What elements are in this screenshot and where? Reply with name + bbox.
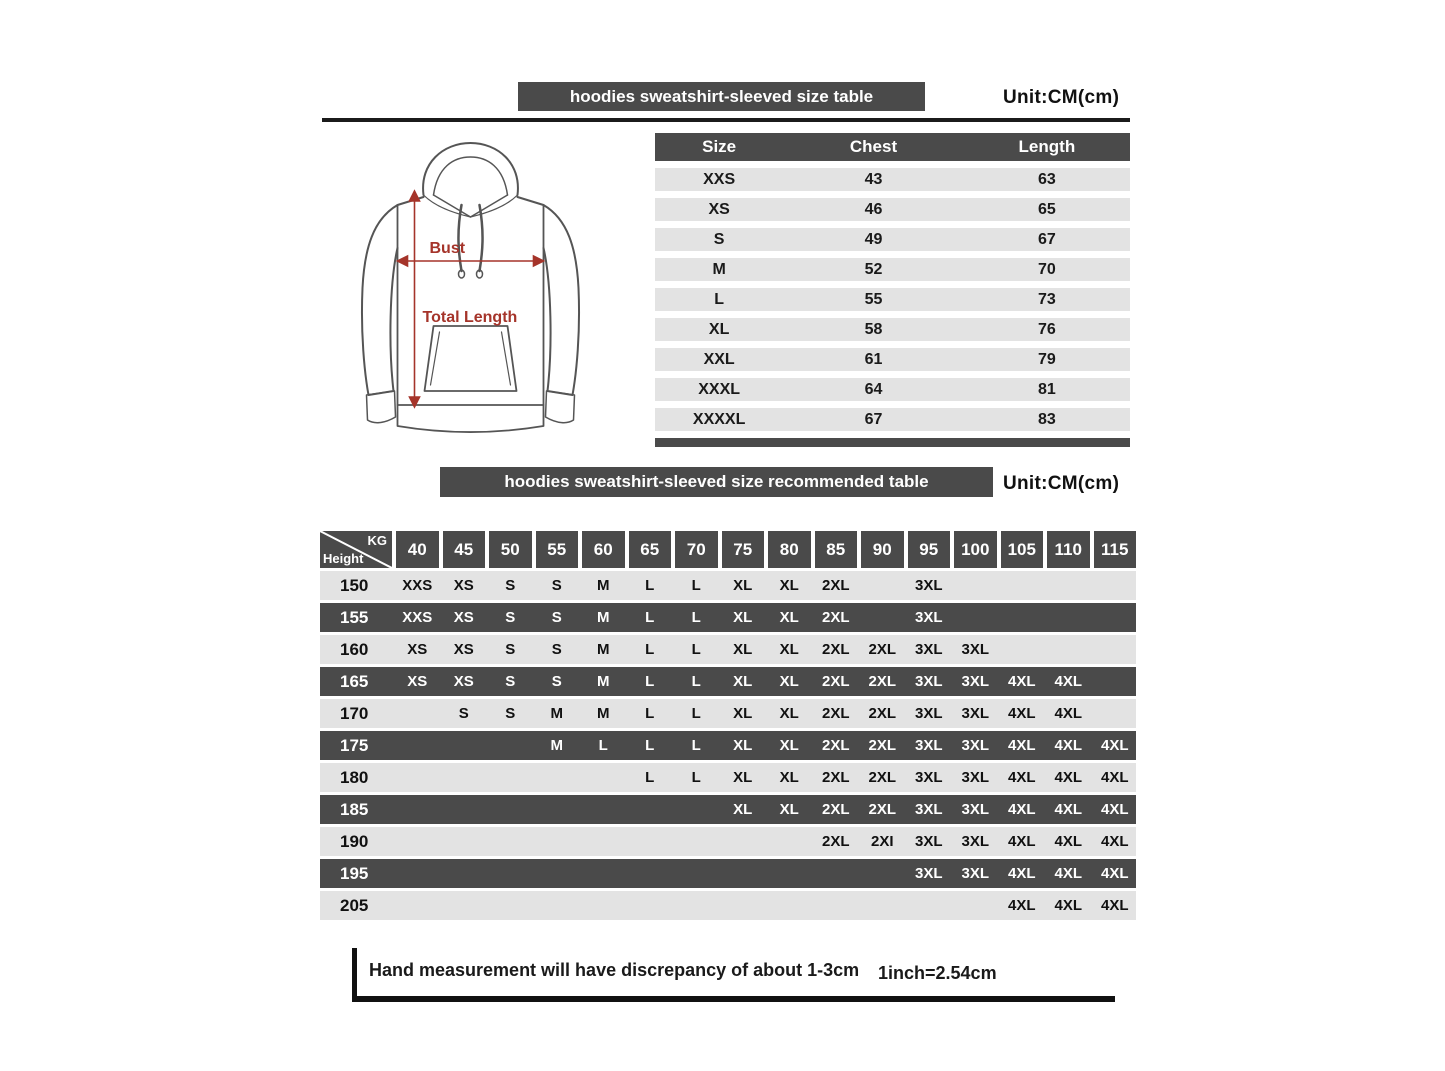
rec-height-cell: 205 — [340, 895, 369, 915]
size-table-title-bar — [518, 82, 925, 111]
rec-size-cell: 2XL — [868, 641, 896, 658]
rec-size-cell: XS — [453, 609, 474, 626]
rec-size-cell: 2XL — [868, 801, 896, 818]
rec-table-body — [320, 571, 1136, 920]
weight-col-header: 85 — [815, 531, 858, 568]
rec-size-cell: S — [551, 609, 562, 626]
rec-size-cell: 4XL — [1100, 897, 1129, 914]
rec-size-cell: S — [505, 577, 516, 594]
rec-size-cell: L — [691, 577, 701, 594]
body-outline — [398, 205, 544, 405]
size-cell-length: 79 — [1037, 350, 1056, 368]
rec-table-header — [320, 531, 1136, 568]
footer-conversion: 1inch=2.54cm — [878, 963, 997, 983]
size-cell-length: 76 — [1037, 320, 1056, 338]
weight-col-header: 105 — [1001, 531, 1044, 568]
weight-col-header: 55 — [536, 531, 579, 568]
recommended-table-title-bar — [440, 467, 993, 497]
size-cell-length: 83 — [1037, 410, 1056, 428]
hood-outline — [423, 143, 518, 195]
rec-size-cell: 4XL — [1007, 897, 1036, 914]
size-table-row — [655, 258, 1130, 281]
size-table-row — [655, 408, 1130, 431]
rec-size-cell: XL — [733, 673, 753, 690]
weight-col-header: 80 — [768, 531, 811, 568]
rec-size-cell: 4XL — [1054, 865, 1082, 882]
recommended-table-title: hoodies sweatshirt-sleeved size recommended table — [504, 472, 929, 491]
rec-size-cell: L — [691, 705, 701, 722]
height-label: Height — [323, 551, 364, 566]
weight-col-header: 70 — [675, 531, 718, 568]
rec-size-cell: 2XL — [821, 577, 850, 594]
rec-size-cell: XL — [733, 609, 753, 626]
rec-height-cell: 155 — [340, 607, 369, 627]
total-length-label: Total Length — [422, 309, 518, 326]
rec-size-cell: 3XL — [961, 641, 989, 658]
rec-size-cell: L — [645, 577, 655, 594]
rec-height-cell: 175 — [340, 735, 369, 755]
size-cell-chest: 64 — [864, 380, 883, 398]
rec-size-cell: 2XL — [821, 673, 850, 690]
rec-table-row — [320, 635, 1136, 664]
rec-size-cell: 4XL — [1007, 737, 1036, 754]
rec-size-cell: M — [597, 641, 610, 658]
rec-size-cell: L — [691, 641, 701, 658]
rec-size-cell: L — [645, 641, 655, 658]
rec-size-cell: S — [458, 705, 469, 722]
size-table-row — [655, 288, 1130, 311]
weight-col-header: 40 — [396, 531, 439, 568]
size-cell-length: 73 — [1037, 290, 1056, 308]
unit-label-bottom: Unit:CM(cm) — [1003, 473, 1120, 494]
size-cell-size: XL — [708, 320, 730, 338]
size-table — [655, 133, 1130, 447]
rec-table-row — [320, 827, 1136, 856]
rec-size-cell: XL — [733, 641, 753, 658]
rec-size-cell: 2XL — [868, 673, 896, 690]
rec-table-row — [320, 859, 1136, 888]
size-cell-size: XXS — [703, 170, 736, 188]
size-table-title: hoodies sweatshirt-sleeved size table — [569, 86, 874, 106]
rec-size-cell: XS — [407, 673, 428, 690]
rec-size-cell: XS — [453, 641, 474, 658]
rec-size-cell: L — [645, 737, 655, 754]
rec-size-cell: 4XL — [1054, 769, 1082, 786]
size-cell-chest: 49 — [864, 230, 883, 248]
rec-size-cell: S — [551, 577, 562, 594]
rec-height-cell: 170 — [340, 703, 369, 723]
footer-note: Hand measurement will have discrepancy of about 1-3cm — [369, 960, 860, 980]
rec-size-cell: 4XL — [1054, 801, 1082, 818]
rec-size-cell: L — [691, 737, 701, 754]
rec-size-cell: 2XL — [868, 737, 896, 754]
rec-size-cell: L — [691, 609, 701, 626]
size-table-row — [655, 198, 1130, 221]
size-cell-length: 63 — [1037, 170, 1056, 188]
size-cell-chest: 46 — [864, 200, 883, 218]
size-cell-size: XXL — [703, 350, 735, 368]
rec-height-cell: 160 — [340, 639, 369, 659]
rec-size-cell: 4XL — [1007, 769, 1036, 786]
recommended-table — [320, 531, 1136, 923]
rec-table-row — [320, 667, 1136, 696]
size-col-header: Chest — [849, 137, 898, 156]
rec-size-cell: XL — [779, 673, 799, 690]
rec-size-cell: 4XL — [1054, 705, 1082, 722]
rec-size-cell: 4XL — [1100, 769, 1129, 786]
hem-band — [398, 405, 544, 432]
size-table-footer-bar — [655, 438, 1130, 447]
rec-size-cell: S — [505, 673, 516, 690]
weight-col-header: 75 — [722, 531, 765, 568]
rec-size-cell: 3XL — [914, 705, 943, 722]
rec-size-cell: M — [597, 577, 610, 594]
size-table-row — [655, 348, 1130, 371]
size-cell-chest: 52 — [864, 260, 883, 278]
rec-size-cell: 4XL — [1007, 833, 1036, 850]
right-sleeve — [518, 197, 580, 395]
rec-size-cell: XXS — [402, 577, 433, 594]
rec-size-cell: 2XL — [821, 641, 850, 658]
size-table-row — [655, 228, 1130, 251]
rec-size-cell: 4XL — [1007, 705, 1036, 722]
rec-size-cell: 3XL — [914, 769, 943, 786]
hoodie-diagram — [328, 133, 613, 463]
rec-size-cell: 3XL — [961, 673, 989, 690]
rec-size-cell: 3XL — [914, 609, 943, 626]
weight-col-header: 65 — [629, 531, 672, 568]
size-cell-length: 70 — [1037, 260, 1056, 278]
rec-size-cell: 3XL — [961, 865, 989, 882]
weight-col-header: 60 — [582, 531, 625, 568]
rec-size-cell: XS — [453, 577, 474, 594]
rec-size-cell: XL — [779, 641, 799, 658]
rec-size-cell: 2XL — [821, 705, 850, 722]
rec-height-cell: 185 — [340, 799, 369, 819]
rec-size-cell: XL — [779, 577, 799, 594]
rec-table-row — [320, 731, 1136, 760]
rec-size-cell: S — [505, 609, 516, 626]
weight-col-header: 110 — [1047, 531, 1090, 568]
rec-size-cell: L — [691, 673, 701, 690]
rec-size-cell: XL — [733, 737, 753, 754]
rec-size-cell: 3XL — [961, 769, 989, 786]
rec-size-cell: 2XL — [821, 801, 850, 818]
size-col-header: Length — [1018, 137, 1076, 156]
kg-label: KG — [367, 533, 387, 548]
rec-size-cell: 3XL — [914, 833, 943, 850]
rec-size-cell: 2XI — [870, 833, 894, 850]
rec-size-cell: S — [551, 641, 562, 658]
size-cell-size: XXXXL — [692, 410, 746, 428]
rec-size-cell: 4XL — [1054, 673, 1082, 690]
rec-size-cell: S — [505, 705, 516, 722]
size-table-row — [655, 378, 1130, 401]
size-cell-chest: 55 — [864, 290, 883, 308]
size-table-body — [655, 168, 1130, 431]
rec-size-cell: 4XL — [1100, 865, 1129, 882]
rec-size-cell: XS — [453, 673, 474, 690]
rec-size-cell: M — [550, 737, 563, 754]
size-col-header: Size — [702, 137, 737, 156]
rec-size-cell: 4XL — [1007, 801, 1036, 818]
size-cell-chest: 43 — [864, 170, 883, 188]
size-cell-length: 65 — [1037, 200, 1056, 218]
rec-size-cell: XXS — [402, 609, 433, 626]
weight-col-header: 100 — [954, 531, 997, 568]
rec-size-cell: S — [505, 641, 516, 658]
footer-corner-hline — [352, 996, 1115, 1002]
kg-height-corner-cell — [320, 531, 392, 568]
rec-size-cell: XL — [779, 769, 799, 786]
rec-size-cell: 2XL — [821, 833, 850, 850]
rec-size-cell: 3XL — [961, 833, 989, 850]
size-table-row — [655, 318, 1130, 341]
rec-size-cell: 4XL — [1100, 801, 1129, 818]
size-cell-size: S — [713, 230, 725, 248]
size-cell-size: M — [712, 260, 726, 278]
weight-col-header: 115 — [1094, 531, 1137, 568]
rec-size-cell: M — [550, 705, 563, 722]
rec-size-cell: 2XL — [821, 609, 850, 626]
rec-table-row — [320, 603, 1136, 632]
rec-size-cell: L — [645, 673, 655, 690]
size-cell-size: L — [714, 290, 725, 308]
size-table-header — [655, 133, 1130, 161]
rec-table-row — [320, 795, 1136, 824]
rec-size-cell: 3XL — [914, 801, 943, 818]
rec-size-cell: S — [551, 673, 562, 690]
rec-size-cell: 2XL — [868, 769, 896, 786]
rec-size-cell: XL — [733, 801, 753, 818]
rec-size-cell: 3XL — [914, 673, 943, 690]
rec-size-cell: 2XL — [821, 737, 850, 754]
rec-table-row — [320, 699, 1136, 728]
rec-size-cell: L — [691, 769, 701, 786]
rec-size-cell: 2XL — [821, 769, 850, 786]
rec-height-cell: 165 — [340, 671, 369, 691]
rec-size-cell: XL — [733, 577, 753, 594]
rec-table-row — [320, 763, 1136, 792]
rec-size-cell: 4XL — [1054, 833, 1082, 850]
rec-size-cell: L — [645, 609, 655, 626]
rec-size-cell: 4XL — [1100, 833, 1129, 850]
rec-size-cell: 4XL — [1054, 737, 1082, 754]
size-cell-size: XS — [708, 200, 730, 218]
rec-size-cell: 3XL — [961, 737, 989, 754]
rec-size-cell: XL — [733, 769, 753, 786]
rec-size-cell: 3XL — [961, 801, 989, 818]
rec-size-cell: 3XL — [914, 737, 943, 754]
rec-size-cell: 3XL — [961, 705, 989, 722]
rec-size-cell: L — [598, 737, 608, 754]
rec-height-cell: 180 — [340, 767, 369, 787]
rec-size-cell: XL — [733, 705, 753, 722]
weight-col-header: 90 — [861, 531, 904, 568]
size-table-row — [655, 168, 1130, 191]
rec-height-cell: 195 — [340, 863, 369, 883]
rec-size-cell: 4XL — [1100, 737, 1129, 754]
rec-height-cell: 150 — [340, 575, 369, 595]
weight-col-header: 45 — [443, 531, 486, 568]
rec-size-cell: M — [597, 609, 610, 626]
rec-size-cell: L — [645, 705, 655, 722]
rec-size-cell: XL — [779, 609, 799, 626]
rec-size-cell: 4XL — [1007, 673, 1036, 690]
size-cell-size: XXXL — [698, 380, 741, 398]
rec-size-cell: XS — [407, 641, 428, 658]
rec-size-cell: XL — [779, 737, 799, 754]
rec-size-cell: 3XL — [914, 865, 943, 882]
rec-size-cell: 3XL — [914, 577, 943, 594]
rec-size-cell: 3XL — [914, 641, 943, 658]
rec-size-cell: 2XL — [868, 705, 896, 722]
rec-table-row — [320, 891, 1136, 920]
rec-size-cell: XL — [779, 705, 799, 722]
footer-corner-vline — [352, 948, 357, 1000]
rec-size-cell: L — [645, 769, 655, 786]
rec-size-cell: 4XL — [1007, 865, 1036, 882]
weight-col-header: 50 — [489, 531, 532, 568]
rec-size-cell: M — [597, 705, 610, 722]
unit-label-top: Unit:CM(cm) — [1003, 87, 1120, 108]
rec-size-cell: 4XL — [1054, 897, 1082, 914]
rec-height-cell: 190 — [340, 831, 369, 851]
weight-col-header: 95 — [908, 531, 951, 568]
size-cell-length: 81 — [1037, 380, 1056, 398]
size-cell-length: 67 — [1037, 230, 1056, 248]
rec-table-row — [320, 571, 1136, 600]
rec-size-cell: M — [597, 673, 610, 690]
size-cell-chest: 61 — [864, 350, 883, 368]
bust-label: Bust — [429, 240, 466, 257]
size-cell-chest: 67 — [864, 410, 883, 428]
size-cell-chest: 58 — [864, 320, 883, 338]
rec-size-cell: XL — [779, 801, 799, 818]
divider-line — [322, 118, 1130, 122]
